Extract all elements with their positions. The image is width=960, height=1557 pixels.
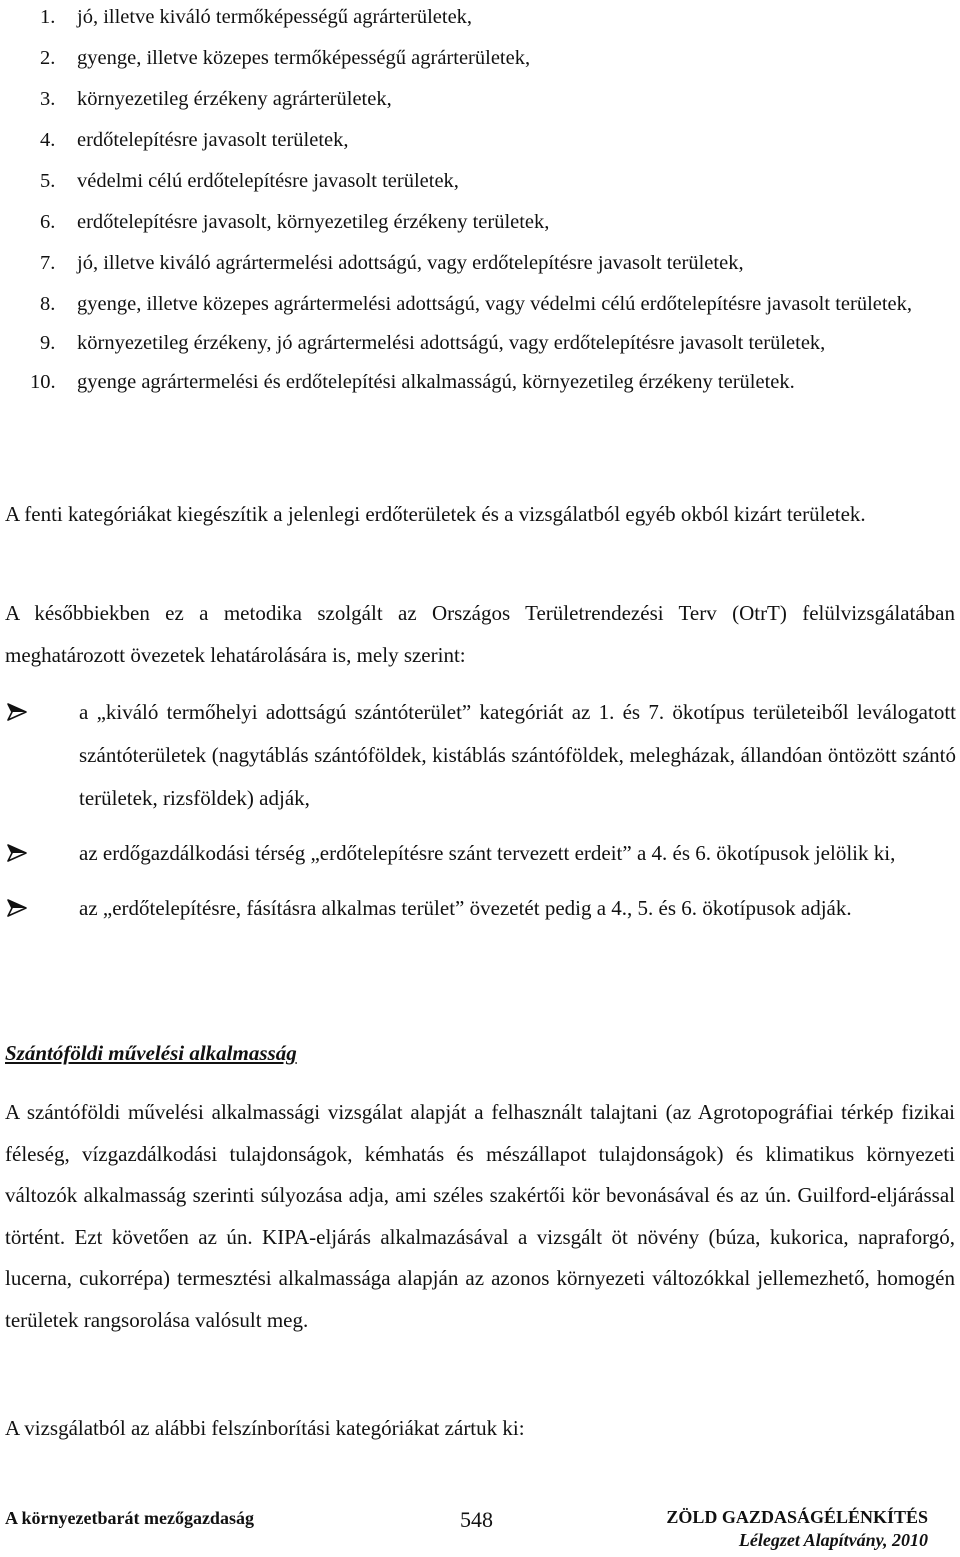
list-text: környezetileg érzékeny agrárterületek, [77,88,392,110]
paragraph-szantofoldi: A szántóföldi művelési alkalmassági vizsgálat alapját a felhasznált talajtani (az Agrotopográfiai térkép fizikai féleség, vízgazdálkodási tulajdonságok, kémhatás és mészállapot tulajdonságok) és klimatikus környezeti változók alkalmasság szerinti súlyozása adja, ami széles szakértői kör bevonásával és az ún. Guilford-eljárással történt. Ezt követően az ún. KIPA-eljárás alkalmazásával a vizsgált öt növény (búza, kukorica, napraforgó, lucerna, cukorrépa) termesztési alkalmassága alapján az azonos környezeti változókkal jellemezhető, homogén területek rangsorolása valósult meg. [5,1100,955,1332]
page-number: 548 [460,1507,493,1532]
section-heading: Szántóföldi művelési alkalmasság [5,1041,297,1065]
list-number: 4. [40,129,56,151]
footer-publisher [666,1506,928,1552]
list-item [0,291,960,318]
arrow-bullet-icon [6,898,28,918]
list-item [0,209,960,236]
list-item [0,168,960,195]
list-number: 5. [40,170,56,192]
numbered-list [0,4,960,396]
list-text: védelmi célú erdőtelepítésre javasolt területek, [77,170,459,192]
list-number: 2. [40,47,56,69]
list-text: gyenge, illetve közepes termőképességű agrárterületek, [77,47,531,69]
list-text: erdőtelepítésre javasolt területek, [77,129,349,151]
list-item [0,369,960,396]
bullet-text: a „kiváló termőhelyi adottságú szántóterület” kategóriát az 1. és 7. ökotípus területeiből leválogatott szántóterületek (nagytáblás szántóföldek, kistáblás szántóföldek, melegházak, állandóan öntözött szántó területek, rizsföldek) adják, [79,700,956,810]
footer-book-title: A környezetbarát mezőgazdaság [5,1508,254,1528]
list-text: gyenge agrártermelési és erdőtelepítési alkalmasságú, környezetileg érzékeny területek. [77,371,795,393]
bullet-text: az erdőgazdálkodási térség „erdőtelepítésre szánt tervezett erdeit” a 4. és 6. ökotípusok jelölik ki, [79,841,896,865]
paragraph-categories: A fenti kategóriákat kiegészítik a jelenlegi erdőterületek és a vizsgálatból egyéb okból kizárt területek. [5,502,866,526]
footer-foundation: Lélegzet Alapítvány, 2010 [738,1530,928,1550]
footer-series-title: ZÖLD GAZDASÁGÉLÉNKÍTÉS [666,1507,928,1527]
bullet-item [0,691,960,820]
list-item [0,127,960,154]
bullet-text: az „erdőtelepítésre, fásításra alkalmas terület” övezetét pedig a 4., 5. és 6. ökotípusok adják. [79,896,852,920]
arrow-bullet-icon [6,843,28,863]
paragraph-otrt: A későbbiekben ez a metodika szolgált az Országos Területrendezési Terv (OtrT) felülvizsgálatában meghatározott övezetek lehatárolására is, mely szerint: [5,601,955,667]
bullet-item [0,887,960,930]
list-item [0,330,960,357]
list-number: 1. [40,6,56,28]
list-item [0,45,960,72]
list-number: 10. [30,371,56,393]
list-item [0,86,960,113]
list-number: 6. [40,211,56,233]
arrow-bullet-icon [6,702,28,722]
list-text: jó, illetve kiváló agrártermelési adottságú, vagy erdőtelepítésre javasolt területek, [77,252,744,274]
list-text: környezetileg érzékeny, jó agrártermelési adottságú, vagy erdőtelepítésre javasolt területek, [77,332,826,354]
list-text: jó, illetve kiváló termőképességű agrárterületek, [77,6,473,28]
bullet-item [0,832,960,875]
list-text: gyenge, illetve közepes agrártermelési adottságú, vagy védelmi célú erdőtelepítésre javasolt területek, [77,293,913,315]
list-number: 3. [40,88,56,110]
list-number: 8. [40,293,56,315]
bullet-list [0,691,960,930]
list-text: erdőtelepítésre javasolt, környezetileg érzékeny területek, [77,211,550,233]
list-number: 7. [40,252,56,274]
list-item [0,250,960,277]
paragraph-excluded: A vizsgálatból az alábbi felszínborítási kategóriákat zártuk ki: [5,1416,525,1440]
list-number: 9. [40,332,56,354]
list-item [0,4,960,31]
